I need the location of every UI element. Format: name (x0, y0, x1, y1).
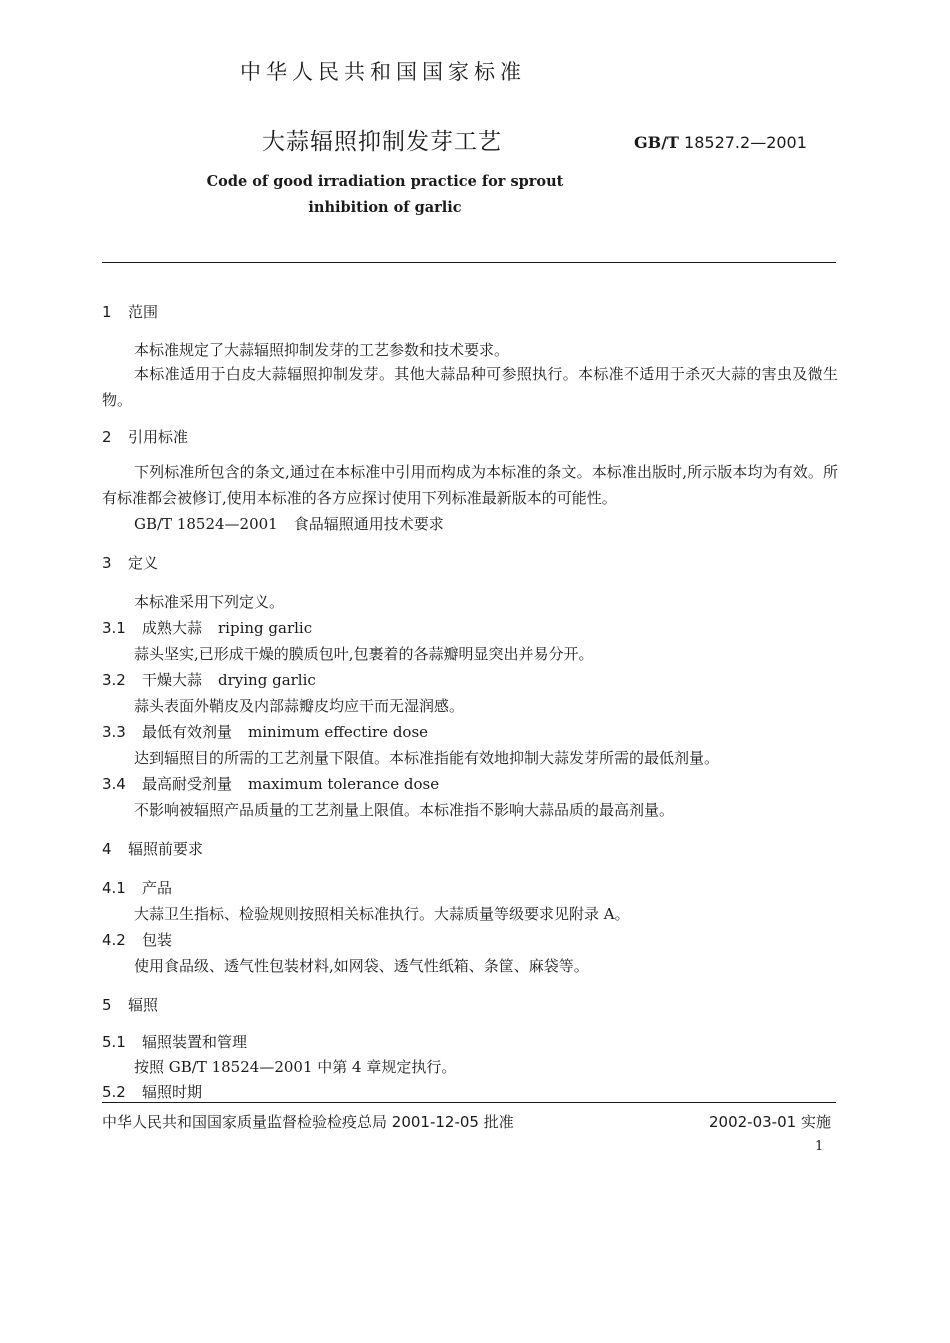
approval-line: 中华人民共和国国家质量监督检验检疫总局 2001-12-05 批准 (102, 1113, 514, 1131)
section-5-heading (102, 994, 158, 1015)
standard-code (634, 133, 807, 152)
clause-number: 5.2 (102, 1083, 126, 1101)
definition-term-en: maximum tolerance dose (248, 775, 440, 793)
definition-3-1-heading (102, 617, 312, 638)
section-number: 5 (102, 996, 112, 1014)
section-title: 辐照 (128, 996, 159, 1014)
clause-title: 包装 (142, 931, 173, 949)
definition-3-3-text: 达到辐照目的所需的工艺剂量下限值。本标准指能有效地抑制大蒜发芽所需的最低剂量。 (134, 749, 720, 767)
standard-code-prefix: GB/T (634, 133, 679, 152)
standard-country-heading: 中华人民共和国国家标准 (240, 60, 526, 84)
definition-3-1-text: 蒜头坚实,已形成干燥的膜质包叶,包裹着的各蒜瓣明显突出并易分开。 (134, 645, 594, 663)
definition-number: 3.3 (102, 723, 126, 741)
section-1-heading (102, 301, 158, 322)
section-title: 引用标准 (128, 428, 189, 446)
clause-title: 辐照时期 (142, 1083, 203, 1101)
section-title: 定义 (128, 554, 159, 572)
section-title: 辐照前要求 (128, 840, 204, 858)
header-divider (102, 262, 836, 263)
definition-3-2-text: 蒜头表面外鞘皮及内部蒜瓣皮均应干而无湿润感。 (134, 697, 465, 715)
clause-number: 4.2 (102, 931, 126, 949)
section-number: 3 (102, 554, 112, 572)
section-2-heading (102, 426, 188, 447)
definition-term-cn: 最高耐受剂量 (142, 775, 233, 793)
section-number: 2 (102, 428, 112, 446)
section-1-paragraph-1: 本标准规定了大蒜辐照抑制发芽的工艺参数和技术要求。 (134, 341, 510, 359)
section-title: 范围 (128, 303, 159, 321)
clause-4-1-heading (102, 877, 172, 898)
clause-title: 辐照装置和管理 (142, 1033, 248, 1051)
section-3-heading (102, 552, 158, 573)
implementation-date: 2002-03-01 实施 (709, 1113, 831, 1131)
definition-term-cn: 最低有效剂量 (142, 723, 233, 741)
clause-title: 产品 (142, 879, 173, 897)
definition-3-4-heading (102, 773, 439, 794)
standard-code-number: 18527.2—2001 (684, 133, 807, 152)
section-1-paragraph-2: 本标准适用于白皮大蒜辐照抑制发芽。其他大蒜品种可参照执行。本标准不适用于杀灭大蒜的害虫及微生物。 (102, 365, 838, 409)
reference-title: 食品辐照通用技术要求 (293, 515, 444, 533)
clause-4-2-heading (102, 929, 172, 950)
section-2-paragraph-1: 下列标准所包含的条文,通过在本标准中引用而构成为本标准的条文。本标准出版时,所示版本均为有效。所有标准都会被修订,使用本标准的各方应探讨使用下列标准最新版本的可能性。 (102, 463, 838, 507)
definition-term-en: riping garlic (218, 619, 313, 637)
definition-term-en: minimum effectire dose (248, 723, 429, 741)
section-number: 1 (102, 303, 112, 321)
definition-3-4-text: 不影响被辐照产品质量的工艺剂量上限值。本标准指不影响大蒜品质的最高剂量。 (134, 801, 675, 819)
clause-5-1-text: 按照 GB/T 18524—2001 中第 4 章规定执行。 (134, 1058, 457, 1076)
footer-divider (102, 1102, 836, 1103)
clause-5-1-heading (102, 1031, 247, 1052)
page-number: 1 (815, 1139, 824, 1154)
english-title-line-1: Code of good irradiation practice for sprout (206, 173, 564, 190)
normative-reference (134, 513, 444, 534)
definition-number: 3.1 (102, 619, 126, 637)
clause-number: 5.1 (102, 1033, 126, 1051)
section-3-intro: 本标准采用下列定义。 (134, 593, 285, 611)
clause-5-2-heading (102, 1081, 202, 1102)
definition-number: 3.4 (102, 775, 126, 793)
document-title: 大蒜辐照抑制发芽工艺 (262, 129, 502, 155)
section-4-heading (102, 838, 203, 859)
definition-3-2-heading (102, 669, 316, 690)
definition-term-cn: 干燥大蒜 (142, 671, 203, 689)
definition-3-3-heading (102, 721, 428, 742)
reference-code: GB/T 18524—2001 (134, 515, 278, 533)
definition-term-en: drying garlic (218, 671, 316, 689)
definition-number: 3.2 (102, 671, 126, 689)
clause-4-2-text: 使用食品级、透气性包装材料,如网袋、透气性纸箱、条筐、麻袋等。 (134, 957, 589, 975)
definition-term-cn: 成熟大蒜 (142, 619, 203, 637)
english-title-line-2: inhibition of garlic (308, 199, 462, 216)
clause-number: 4.1 (102, 879, 126, 897)
section-number: 4 (102, 840, 112, 858)
clause-4-1-text: 大蒜卫生指标、检验规则按照相关标准执行。大蒜质量等级要求见附录 A。 (134, 905, 630, 923)
